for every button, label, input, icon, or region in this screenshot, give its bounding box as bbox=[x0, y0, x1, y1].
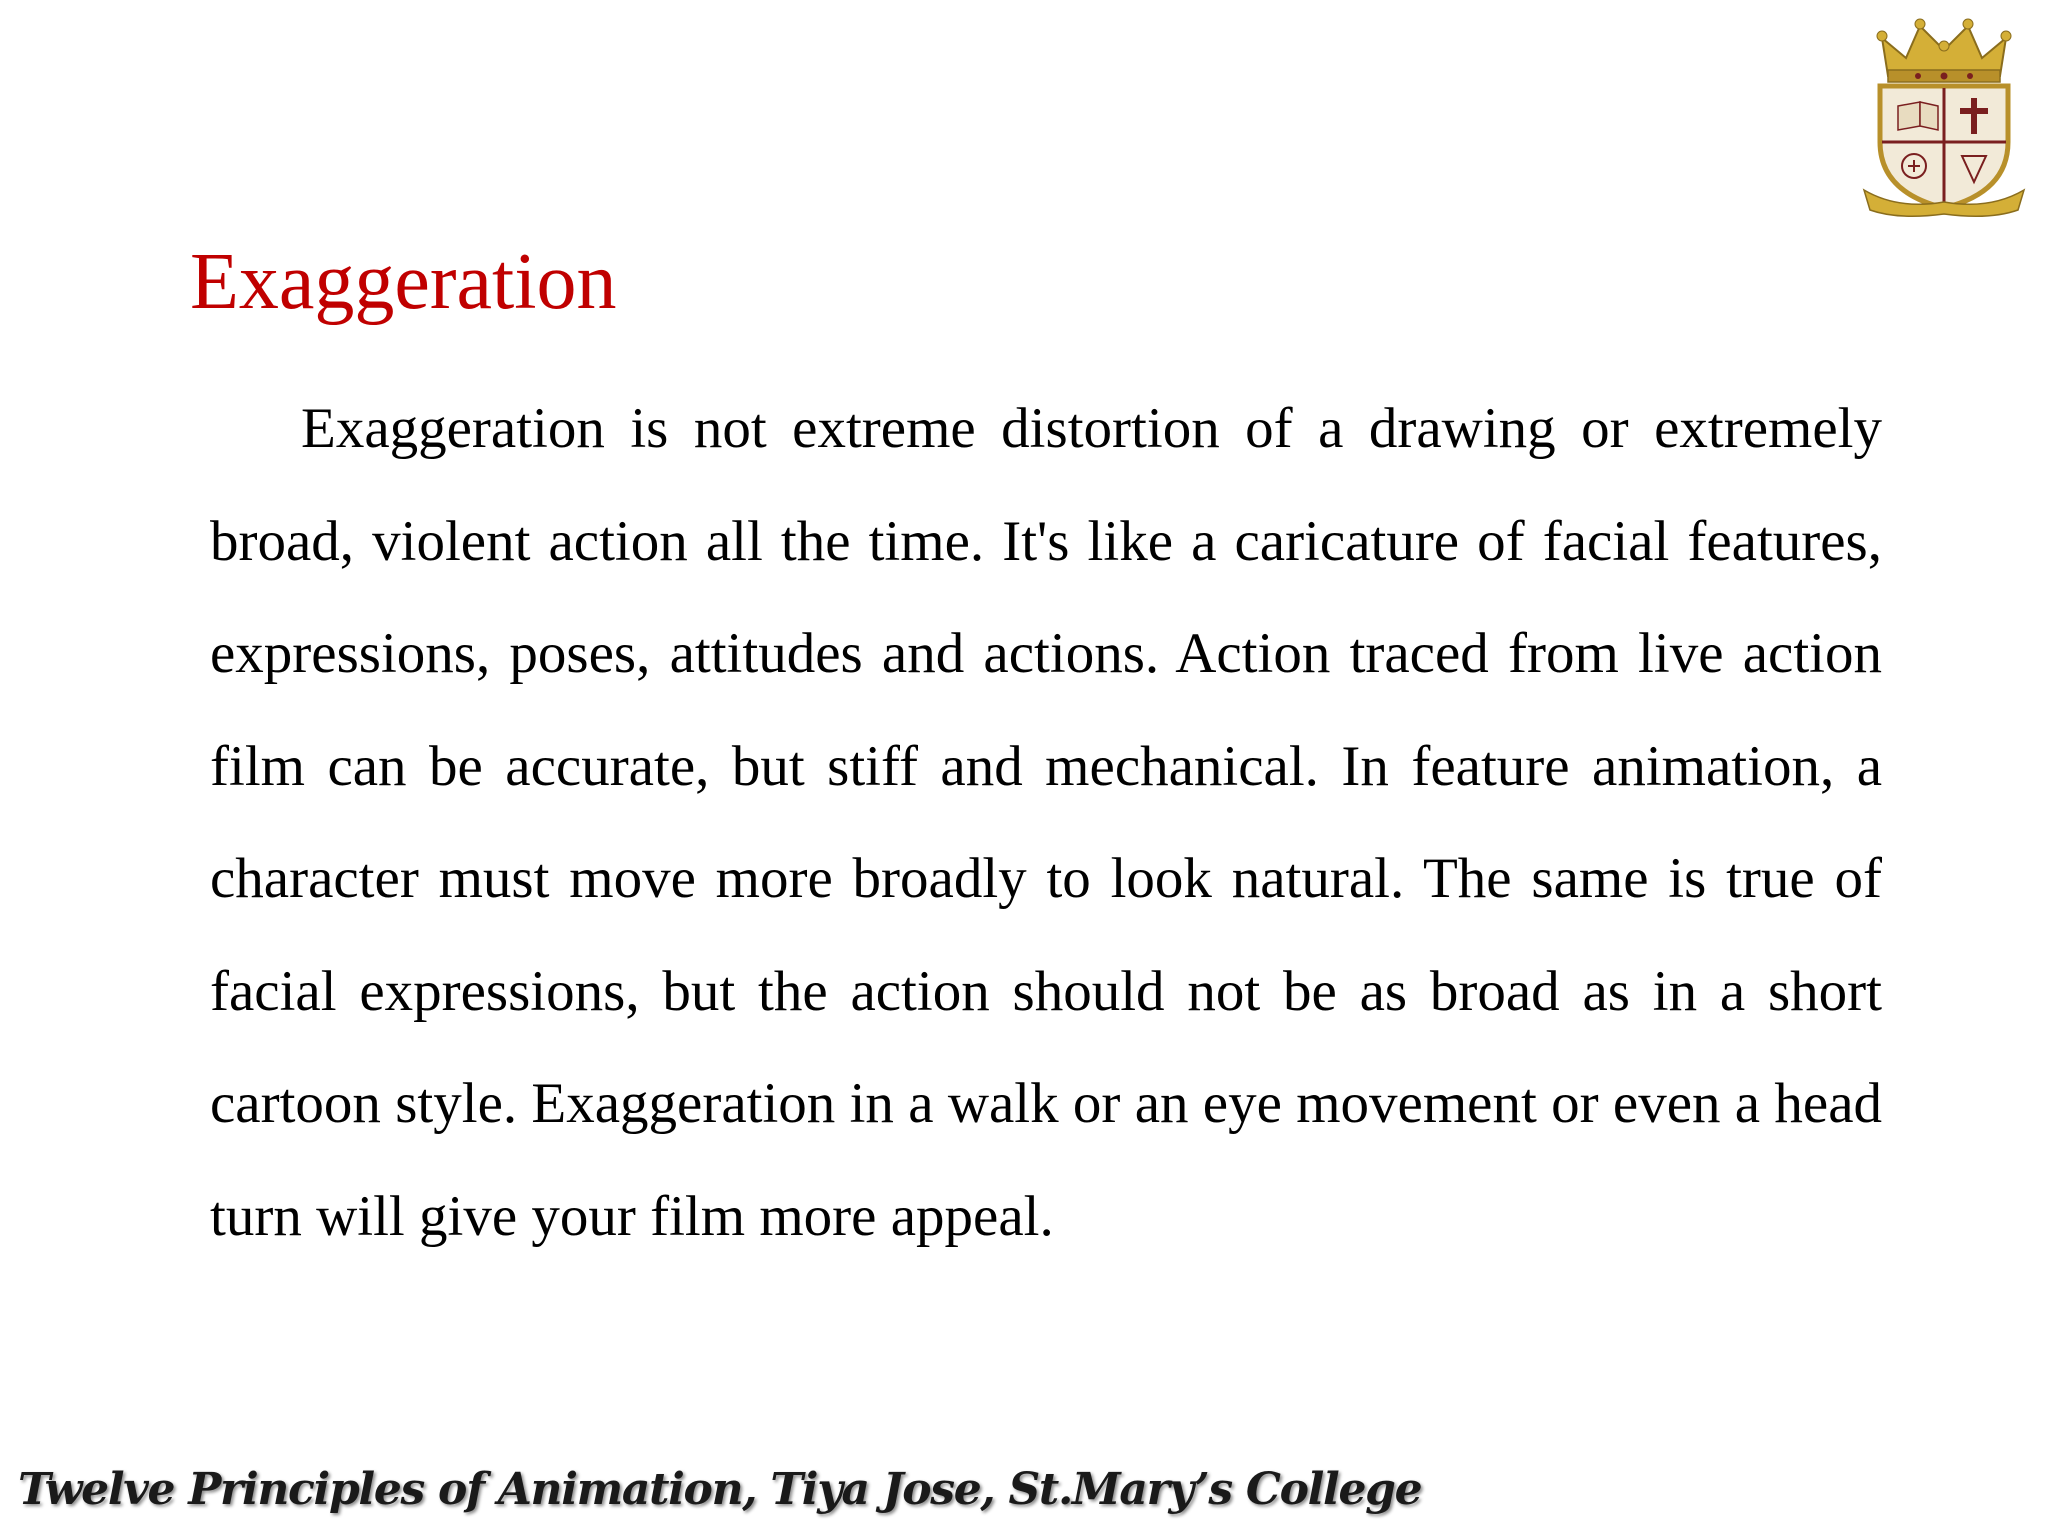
footer-credit: Twelve Principles of Animation, Tiya Jose, St.Mary’s College bbox=[18, 1464, 1422, 1515]
slide-title: Exaggeration bbox=[190, 238, 617, 326]
crown-icon bbox=[1877, 19, 2011, 82]
body-paragraph: Exaggeration is not extreme distortion of a drawing or extremely broad, violent action all the time. It's like a caricature of facial features, expressions, poses, attitudes and actions. Action traced from live action film can be accurate, but stiff and mechanical. In feature animation, a character must move more broadly to look natural. The same is true of facial expressions, but the action should not be as broad as in a short cartoon style. Exaggeration in a walk or an eye movement or even a head turn will give your film more appeal. bbox=[210, 397, 1882, 1248]
shield-icon bbox=[1880, 86, 2008, 208]
college-crest-icon bbox=[1858, 14, 2030, 220]
